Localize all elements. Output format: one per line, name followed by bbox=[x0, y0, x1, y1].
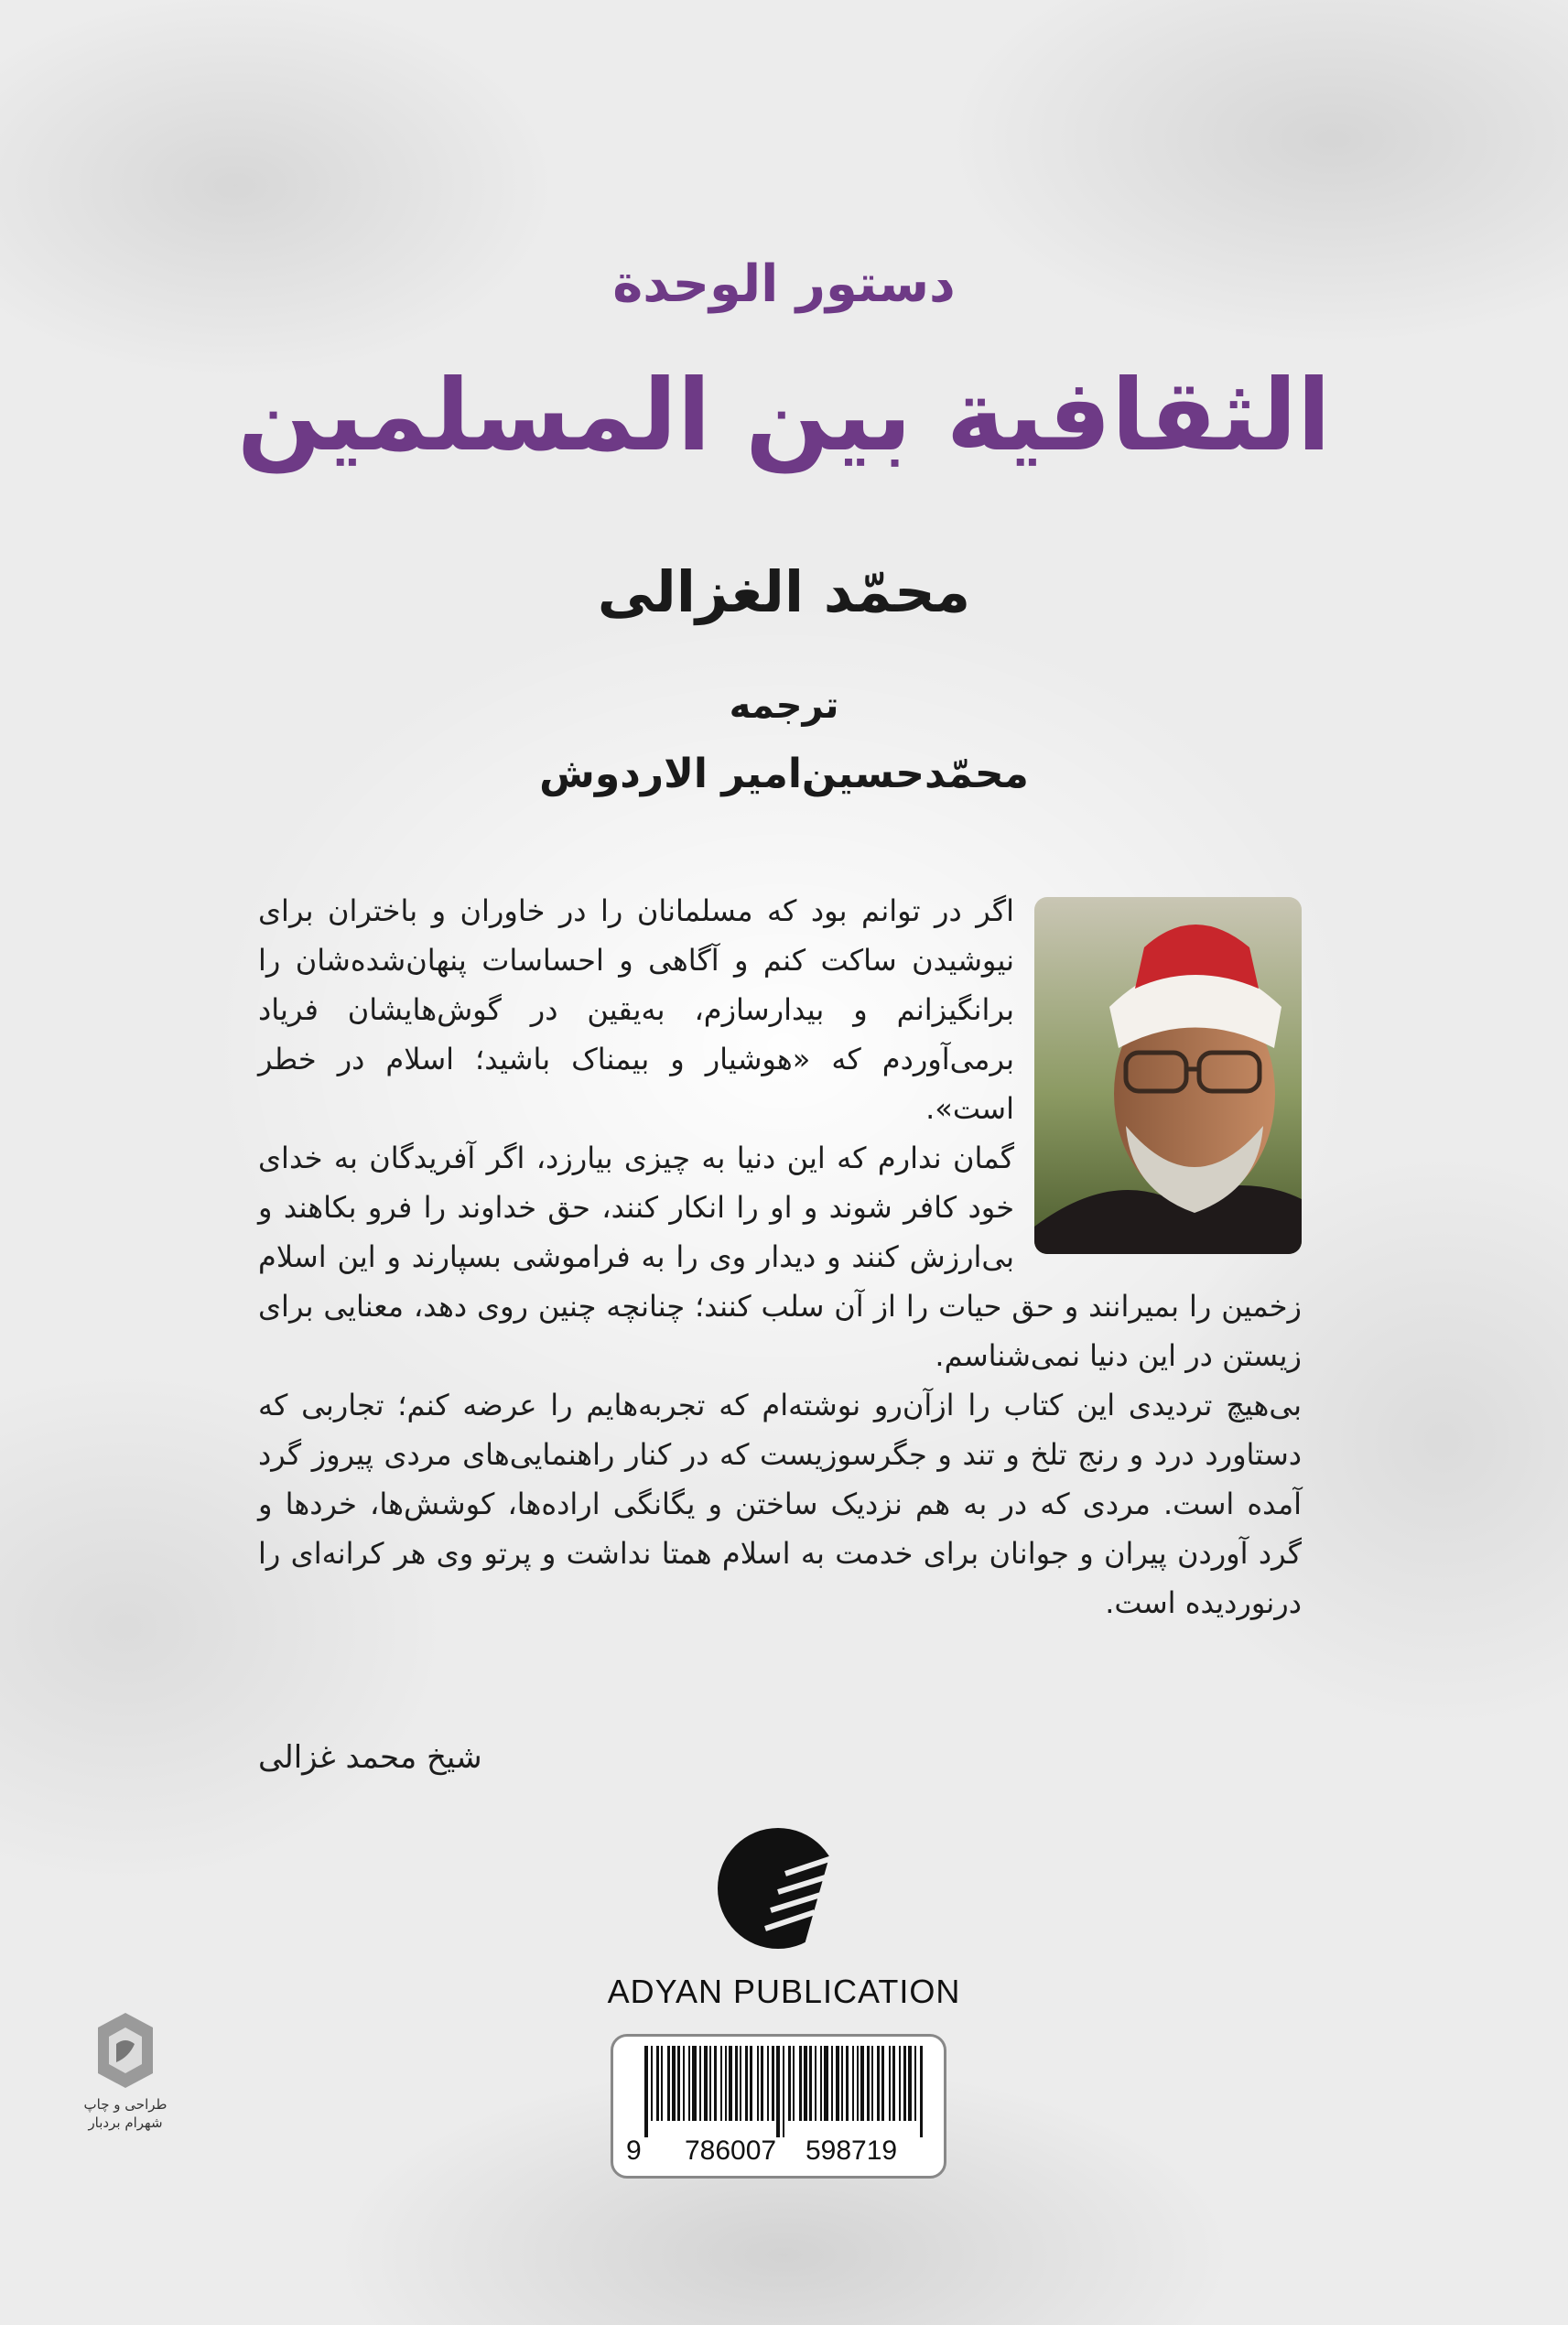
barcode-bar bbox=[661, 2046, 663, 2121]
publisher-logo-icon bbox=[714, 1817, 851, 1954]
barcode-bar bbox=[688, 2046, 690, 2121]
barcode-bar bbox=[799, 2046, 802, 2121]
barcode-bar bbox=[836, 2046, 839, 2121]
designer-mark bbox=[66, 2009, 185, 2147]
barcode-bar bbox=[692, 2046, 697, 2121]
barcode-bar bbox=[667, 2046, 670, 2121]
barcode-bar bbox=[709, 2046, 711, 2121]
publisher-name: ADYAN PUBLICATION bbox=[607, 1973, 961, 2010]
barcode-bar bbox=[903, 2046, 906, 2121]
barcode-bar bbox=[793, 2046, 795, 2121]
blurb-paragraph-2: گمان ندارم که این دنیا به چیزی بیارزد، اگر آفریدگان به خدای خود کافر شوند و او را انکار کنند، حق خداوند را فرو بکاهند و بی‌ارزش کنند و دیدار وی را به فراموشی بسپارند و این اسلام زخمین را بمیرانند و حق حیات را از آن سلب کنند؛ چنانچه چنین روی دهد، معنایی برای زیستن در این دنیا نمی‌شناسم. bbox=[258, 1141, 1302, 1373]
barcode-bar bbox=[920, 2046, 923, 2137]
barcode-group-2: 598719 bbox=[806, 2136, 898, 2166]
blurb-text bbox=[258, 886, 1302, 1628]
barcode-bar bbox=[860, 2046, 864, 2121]
barcode-bar bbox=[672, 2046, 676, 2121]
barcode-bar bbox=[725, 2046, 727, 2121]
designer-line-1: طراحی و چاپ bbox=[83, 2096, 168, 2113]
barcode-bar bbox=[704, 2046, 708, 2121]
barcode-bar bbox=[651, 2046, 653, 2121]
barcode-bar bbox=[881, 2046, 884, 2121]
barcode-bar bbox=[729, 2046, 732, 2121]
blurb-paragraph-3: بی‌هیچ تردیدی این کتاب را ازآن‌رو نوشته‌ام که تجربه‌هایم را عرضه کنم؛ تجاربی که دستاورد درد و رنج تلخ و تند و جگرسوزیست که در کنار راهنمایی‌های مردی پیروز گرد آمده است. مردی که در به هم نزدیک ساختن و یگانگی اراده‌ها، کوشش‌ها، خردها و گرد آوردن پیران و جوانان برای خدمت به اسلام همتا نداشت و پرتو وی هر کرانه‌ای را درنوردیده است. bbox=[258, 1388, 1302, 1620]
barcode-group-1: 786007 bbox=[685, 2136, 777, 2166]
barcode-bar bbox=[783, 2046, 784, 2137]
barcode-bar bbox=[908, 2046, 912, 2121]
barcode-bar bbox=[750, 2046, 752, 2121]
barcode-bar bbox=[757, 2046, 759, 2121]
barcode-bar bbox=[831, 2046, 833, 2121]
barcode-bar bbox=[815, 2046, 816, 2121]
barcode-bar bbox=[877, 2046, 880, 2121]
barcode-bar bbox=[914, 2046, 916, 2121]
barcode-bar bbox=[820, 2046, 822, 2121]
barcode-bar bbox=[720, 2046, 722, 2121]
designer-logo-icon bbox=[89, 2009, 162, 2092]
barcode-bar bbox=[857, 2046, 859, 2121]
barcode-bar bbox=[699, 2046, 701, 2121]
barcode-bar bbox=[867, 2046, 870, 2121]
author-portrait bbox=[1034, 897, 1302, 1254]
author-name: محمّد الغزالی bbox=[597, 558, 971, 625]
isbn-barcode bbox=[611, 2034, 946, 2179]
barcode-bar bbox=[841, 2046, 843, 2121]
barcode-bar bbox=[809, 2046, 812, 2121]
barcode-bar bbox=[740, 2046, 741, 2121]
barcode-bar bbox=[677, 2046, 680, 2121]
designer-line-2: شهرام بردبار bbox=[88, 2114, 163, 2131]
barcode-bar bbox=[899, 2046, 901, 2121]
book-title: الثقافية بين المسلمين bbox=[237, 359, 1331, 473]
barcode-bar bbox=[767, 2046, 769, 2121]
barcode-bar bbox=[889, 2046, 891, 2121]
barcode-bar bbox=[852, 2046, 854, 2121]
barcode-bar bbox=[761, 2046, 763, 2121]
translator-name: محمّدحسین‌امیر الاردوش bbox=[539, 751, 1029, 797]
barcode-bar bbox=[656, 2046, 659, 2121]
blurb-signature: شیخ محمد غزالی bbox=[258, 1739, 482, 1776]
barcode-bar bbox=[892, 2046, 895, 2121]
barcode-bar bbox=[735, 2046, 738, 2121]
barcode-bar bbox=[714, 2046, 717, 2121]
barcode-bar bbox=[824, 2046, 828, 2121]
barcode-bar bbox=[776, 2046, 780, 2137]
blurb-paragraph-1: اگر در توانم بود که مسلمانان را در خاوران و باختران برای نیوشیدن ساکت کنم و آگاهی و احساسات پنهان‌شده‌شان را برانگیزانم و بیدارسازم، به‌یقین در گوش‌هایشان فریاد برمی‌آوردم که «هوشیار و بیمناک باشید؛ اسلام در خطر است». bbox=[258, 893, 1014, 1126]
barcode-bar bbox=[788, 2046, 791, 2121]
barcode-bar bbox=[683, 2046, 685, 2121]
barcode-bar bbox=[871, 2046, 873, 2121]
book-subtitle: دستور الوحدة bbox=[612, 254, 956, 314]
barcode-bar bbox=[772, 2046, 774, 2121]
barcode-bar bbox=[745, 2046, 748, 2121]
barcode-first-digit: 9 bbox=[626, 2136, 642, 2166]
barcode-bar bbox=[804, 2046, 807, 2121]
translation-label: ترجمه bbox=[729, 685, 839, 727]
barcode-bar bbox=[644, 2046, 648, 2137]
barcode-bar bbox=[846, 2046, 849, 2121]
